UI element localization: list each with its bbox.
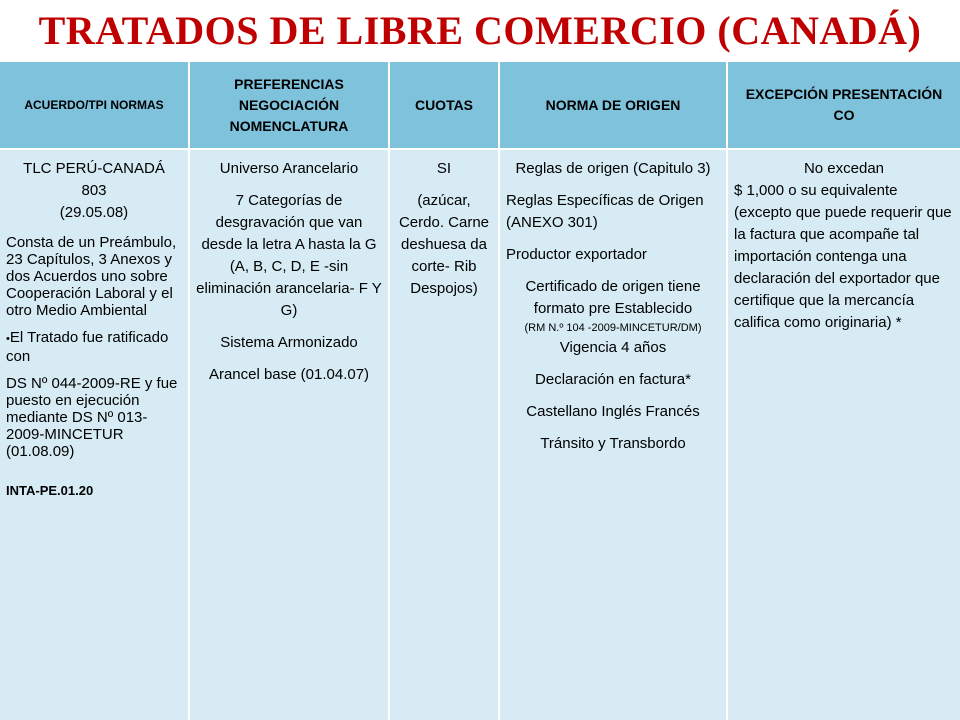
header-agreement: ACUERDO/TPI NORMAS <box>0 62 188 148</box>
origin-languages: Castellano Inglés Francés <box>526 403 700 420</box>
pref-base-tariff: Arancel base (01.04.07) <box>208 366 370 383</box>
page-title: TRATADOS DE LIBRE COMERCIO (CANADÁ) <box>38 8 922 53</box>
origin-certificate-resolution: (RM N.º 104 -2009-MINCETUR/DM) <box>524 322 702 334</box>
pref-universe: Universo Arancelario <box>219 160 359 177</box>
origin-validity: Vigencia 4 años <box>559 339 667 356</box>
origin-rules: Reglas de origen (Capitulo 3) <box>515 160 711 177</box>
cell-preferences <box>190 150 388 720</box>
agreement-code: INTA-PE.01.20 <box>6 483 94 498</box>
quota-products: (azúcar, Cerdo. Carne deshuesa da corte- Rib Despojos) <box>398 192 490 297</box>
origin-certificate: Certificado de origen tiene formato pre Establecido <box>525 278 701 317</box>
header-exception: EXCEPCIÓN PRESENTACIÓN CO <box>728 62 960 148</box>
agreement-ratification: • El Tratado fue ratificado con <box>6 329 182 365</box>
agreement-decree: DS Nº 044-2009-RE y fue puesto en ejecución mediante DS Nº 013-2009-MINCETUR (01.08.09) <box>6 375 178 460</box>
quota-yes: SI <box>436 160 452 177</box>
origin-invoice-declaration: Declaración en factura* <box>535 371 691 388</box>
header-origin-rule: NORMA DE ORIGEN <box>500 62 726 148</box>
agreement-date: (29.05.08) <box>59 204 129 221</box>
pref-harmonized: Sistema Armonizado <box>220 334 358 351</box>
agreement-name: TLC PERÚ-CANADÁ <box>23 160 165 177</box>
origin-transit: Tránsito y Transbordo <box>540 435 686 452</box>
origin-producer: Productor exportador <box>506 246 647 263</box>
agreement-description: Consta de un Preámbulo, 23 Capítulos, 3 Anexos y dos Acuerdos uno sobre Cooperación Laboral y el otro Medio Ambiental <box>6 234 177 319</box>
origin-specific-rules: Reglas Específicas de Origen (ANEXO 301) <box>506 192 704 231</box>
header-quotas: CUOTAS <box>390 62 498 148</box>
header-preferences: PREFERENCIAS NEGOCIACIÓN NOMENCLATURA <box>190 62 388 148</box>
agreement-number: 803 <box>81 182 107 199</box>
cell-agreement <box>0 150 188 720</box>
trade-agreements-table <box>0 62 960 720</box>
exception-detail: $ 1,000 o su equivalente (excepto que puede requerir que la factura que acompañe tal importación contenga una declaración del exportador que certifique que la mercancía califica como originaria) * <box>734 182 952 331</box>
exception-limit: No excedan <box>803 160 885 177</box>
cell-quotas <box>390 150 498 720</box>
cell-exception <box>728 150 960 720</box>
cell-origin-rule <box>500 150 726 720</box>
pref-categories: 7 Categorías de desgravación que van desde la letra A hasta la G (A, B, C, D, E -sin eliminación arancelaria- F Y G) <box>196 192 382 319</box>
